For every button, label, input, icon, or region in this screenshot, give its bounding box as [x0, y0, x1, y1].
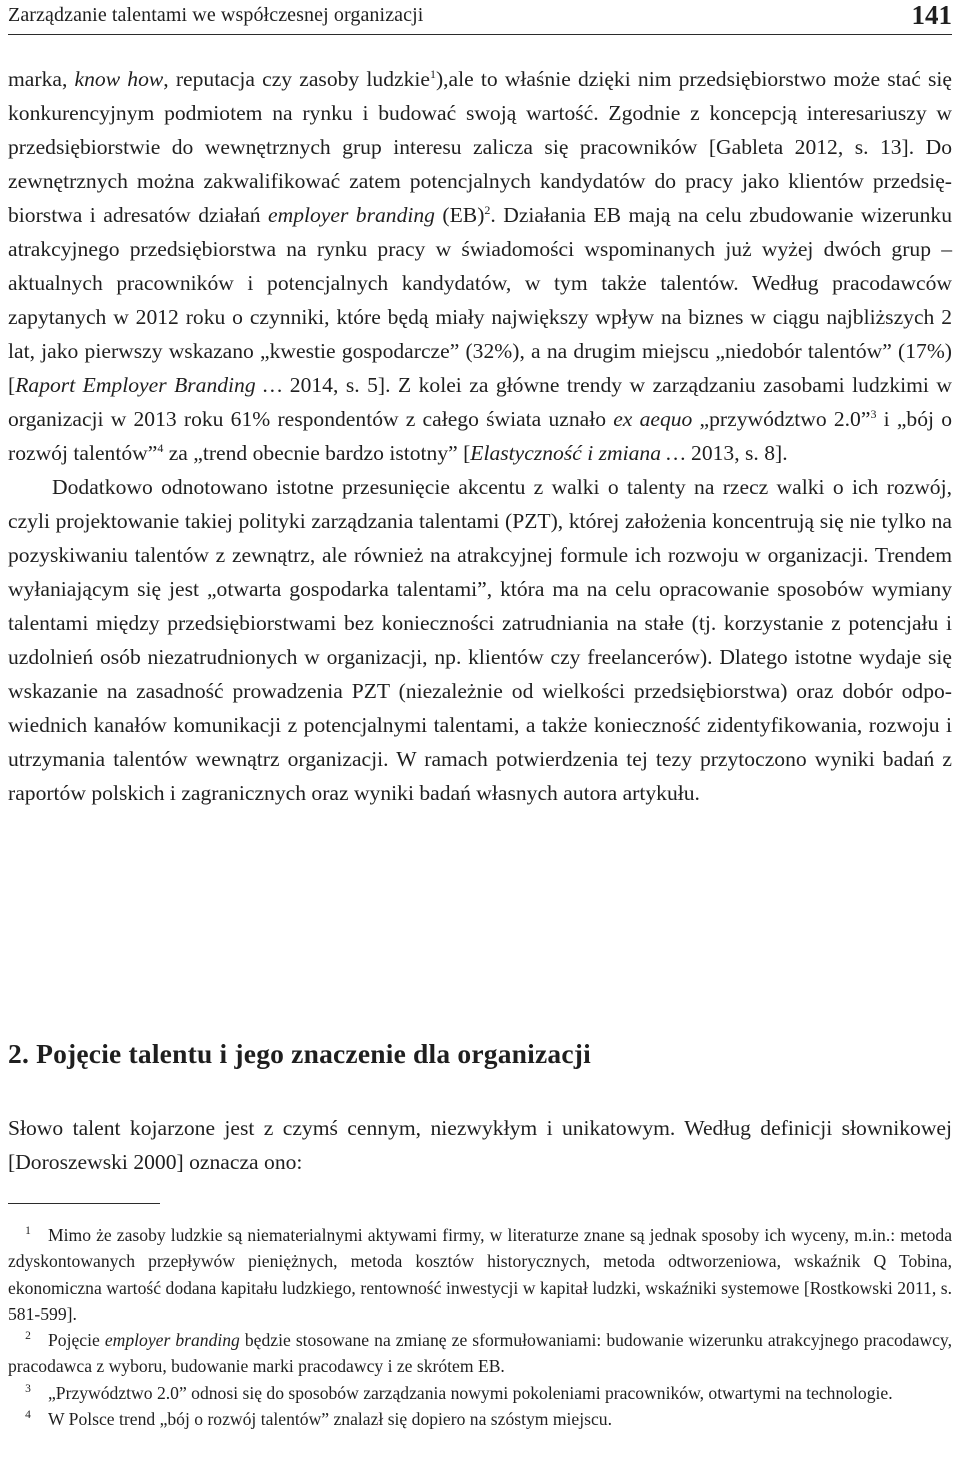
running-header-title: Zarządzanie talentami we współczesnej organizacji: [8, 4, 424, 26]
paragraph-2: Dodatkowo odnotowano istotne przesunięcie akcentu z walki o talenty na rzecz walki o ich rozwój, czyli projektowanie takiej polityki zarządzania talentami (PZT), której założenia koncentrują się nie tylko na pozyskiwaniu talentów z zewnątrz, ale również na atrakcyjnej formule ich rozwoju w organizacji. Trendem wyłaniającym się jest „otwarta gospodarka talentami”, która ma na celu opracowanie sposobów wymiany talentami między przedsiębiorstwami bez konieczności zatrudniania na stałe (tj. korzystanie z potencjału i uzdolnień osób niezatrudnionych w organizacji, np. klientów czy freelancerów). Dlatego istotne wydaje się wskazanie na zasadność prowadzenia PZT (niezależnie od wielkości przedsiębiorstwa) oraz dobór odpowiednich kanałów komunikacji z potencjalnymi talentami, a także konieczność zidentyfikowania, rozwoju i utrzymania talentów wewnątrz organizacji. W ramach potwierdzenia tej tezy przytoczono wyniki badań z raportów polskich i zagranicznych oraz wyniki badań własnych autora artykułu.: [8, 475, 952, 805]
footnote-3: 3 „Przywództwo 2.0” odnosi się do sposobów zarządzania nowymi pokoleniami pracowników, otwartymi na technologie.: [25, 1382, 893, 1403]
section-body: [8, 1111, 952, 1179]
footnotes: [8, 1222, 952, 1432]
footnote-2: 2 Pojęcie employer branding będzie stosowane na zmianę ze sformułowaniami: budowanie wizerunku atrakcyjnego pracodawcy, pracodawca z wyboru, budowanie marki pracodawcy i ze skrótem EB.: [8, 1330, 952, 1377]
running-header: [8, 2, 952, 35]
footnote-ref-2: 2: [484, 202, 491, 217]
footnote-ref-1: 1: [429, 66, 436, 81]
footnote-4: 4 W Polsce trend „bój o rozwój talentów” znalazł się dopiero na szóstym miejscu.: [25, 1409, 612, 1430]
page-number: 141: [911, 0, 952, 30]
footnote-ref-4: 4: [157, 440, 164, 455]
document-page: [8, 0, 952, 1479]
paragraph-1: marka, know how, reputacja czy zasoby ludzkie$^1$),ale to właśnie dzięki nim przedsiębiorstwo może stać się konkurencyjnym podmiotem na rynku i budować swoją wartość. Zgodnie z koncepcją interesariuszy w przedsiębiorstwie do wewnętrznych grup interesu zalicza się pracowników [Gableta 2012, s. 13]. Do zewnętrznych można zakwalifikować zatem potencjalnych kandydatów do pracy jako klientów przedsiębiorstwa i adresatów działań employer branding (EB)$^2$. Działania EB mają na celu zbudowanie wizerunku atrakcyjnego przedsiębiorstwa na rynku pracy w świadomości wspominanych już wyżej dwóch grup – aktualnych pracowników i potencjalnych kandydatów, w tym także talentów. Według pracodawców zapytanych w 2012 roku o czynniki, które będą miały największy wpływ na biznes w ciągu najbliższych 2 lat, jako pierwszy wskazano „kwestie gospodarcze” (32%), a na drugim miejscu „niedobór talentów” (17%) [Raport Employer Branding … 2014, s. 5]. Z kolei za główne trendy w zarządzaniu zasobami ludzkimi w organizacji w 2013 roku 61% respondentów z całego świata uznało ex aequo „przywództwo 2.0”$^3$ i „bój o rozwój talentów”$^4$ za „trend obecnie bardzo istotny” [Elastyczność i zmiana … 2013, s. 8].: [8, 66, 953, 465]
footnote-divider: [8, 1203, 160, 1204]
section-heading: 2. Pojęcie talentu i jego znaczenie dla organizacji: [8, 1038, 591, 1069]
body-text: [8, 62, 952, 810]
paragraph-3: Słowo talent kojarzone jest z czymś cennym, niezwykłym i unikatowym. Według definicji słownikowej [Doroszewski 2000] oznacza ono:: [8, 1116, 952, 1174]
footnote-1: 1 Mimo że zasoby ludzkie są niematerialnymi aktywami firmy, w literaturze znane są jednak sposoby ich wyceny, m.in.: metoda zdyskontowanych przepływów pieniężnych, metoda kosztów historycznych, metoda odtworzeniowa, wskaźnik Q Tobina, ekonomiczna wartość dodana kapitału ludzkiego, rentowność inwestycji w kapitał ludzki, wskaźniki systemowe [Rostkowski 2011, s. 581-599].: [8, 1225, 952, 1324]
footnote-ref-3: 3: [870, 406, 877, 421]
